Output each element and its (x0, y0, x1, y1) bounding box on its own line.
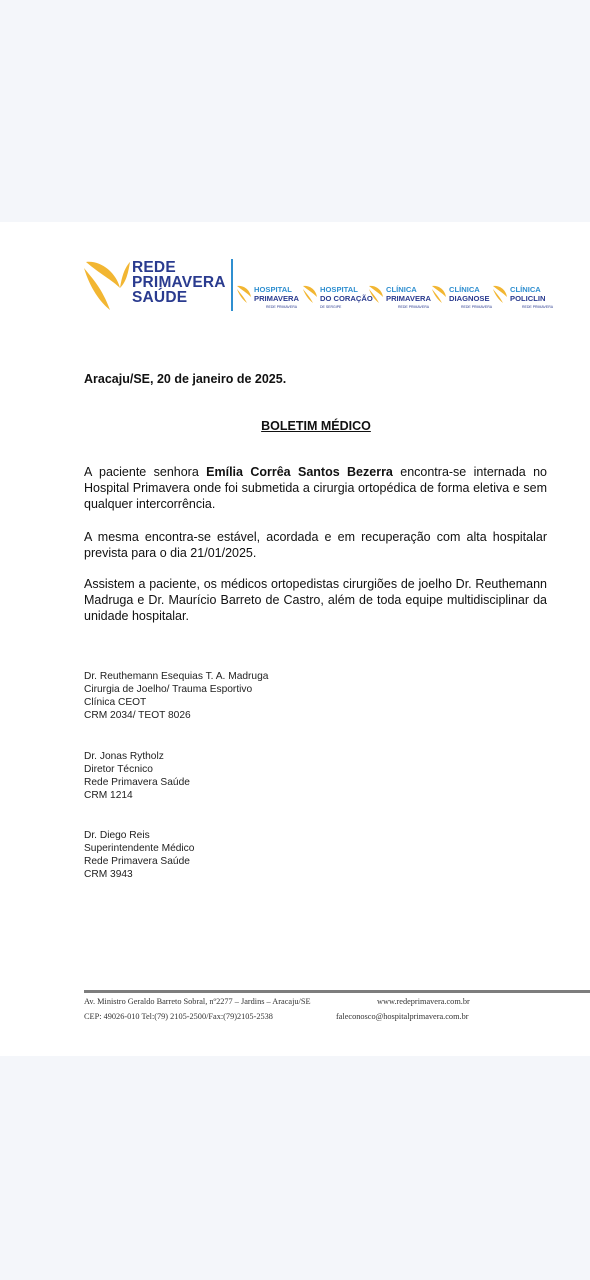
paragraph-physicians: Assistem a paciente, os médicos ortopedistas cirurgiões de joelho Dr. Reuthemann Madruga e Dr. Maurício Barreto de Castro, além de toda equipe multidisciplinar da unidade hospitalar. (84, 577, 547, 623)
signature-name: Dr. Reuthemann Esequias T. A. Madruga (84, 671, 269, 682)
signature-org: Rede Primavera Saúde (84, 777, 190, 788)
sub-logo-tagline: DE SERGIPE (320, 305, 342, 309)
footer-address: Av. Ministro Geraldo Barreto Sobral, nº2277 – Jardins – Aracaju/SE (84, 997, 311, 1006)
footer-divider (84, 990, 590, 993)
patient-name: Emília Corrêa Santos Bezerra (206, 465, 393, 479)
flower-logo-icon (431, 284, 449, 304)
sub-logo-line-1: HOSPITAL (254, 285, 292, 294)
footer-contact: CEP: 49026-010 Tel:(79) 2105-2500/Fax:(79)2105-2538 (84, 1012, 273, 1021)
document-page (0, 222, 590, 1056)
flower-logo-icon (368, 284, 386, 304)
logo-line-3: SAÚDE (132, 289, 188, 306)
sub-logo-line-1: CLÍNICA (449, 285, 480, 294)
paragraph-recovery: A mesma encontra-se estável, acordada e em recuperação com alta hospitalar prevista para o dia 21/01/2025. (84, 530, 547, 560)
sub-logo-line-2: DO CORAÇÃO (320, 293, 373, 303)
signature-org: Rede Primavera Saúde (84, 856, 190, 867)
sub-logo-line-1: CLÍNICA (510, 285, 541, 294)
logo-line-2: PRIMAVERA (132, 274, 226, 291)
sub-logo-line-1: CLÍNICA (386, 285, 417, 294)
hospital-primavera-logo (236, 284, 304, 312)
signature-block (84, 750, 190, 802)
signature-role: Superintendente Médico (84, 843, 195, 854)
flower-logo-icon (82, 258, 130, 312)
rede-primavera-logo (82, 258, 232, 312)
signature-role: Diretor Técnico (84, 764, 153, 775)
paragraph-text: encontra-se internada no Hospital Primavera onde foi submetida a cirurgia ortopédica de forma eletiva e sem qualquer intercorrência. (84, 465, 547, 511)
sub-logo-line-2: PRIMAVERA (254, 293, 300, 303)
flower-logo-icon (236, 284, 254, 304)
paragraph-text: A paciente senhora (84, 465, 207, 479)
signature-crm: CRM 1214 (84, 790, 133, 801)
clinica-primavera-logo (368, 284, 436, 312)
signature-name: Dr. Jonas Rytholz (84, 751, 164, 762)
logo-divider (231, 259, 233, 311)
document-date: Aracaju/SE, 20 de janeiro de 2025. (84, 372, 287, 386)
sub-logo-line-2: PRIMAVERA (386, 293, 432, 303)
signature-block (84, 829, 194, 881)
signature-block (84, 670, 268, 722)
hospital-do-coracao-logo (302, 284, 372, 312)
sub-logo-line-1: HOSPITAL (320, 285, 358, 294)
sub-logo-tagline: REDE PRIMAVERA (398, 305, 430, 309)
paragraph-patient-status (84, 464, 547, 512)
sub-logo-tagline: REDE PRIMAVERA (522, 305, 554, 309)
sub-logo-line-2: POLICLIN (510, 293, 546, 303)
clinica-policlin-logo (492, 284, 552, 312)
sub-logo-line-2: DIAGNOSE (449, 293, 490, 303)
flower-logo-icon (302, 284, 320, 304)
clinica-diagnose-logo (431, 284, 495, 312)
sub-logo-tagline: REDE PRIMAVERA (461, 305, 493, 309)
logo-line-1: REDE (132, 259, 176, 276)
footer-email: faleconosco@hospitalprimavera.com.br (336, 1012, 469, 1021)
signature-crm: CRM 2034/ TEOT 8026 (84, 710, 191, 721)
signature-role: Cirurgia de Joelho/ Trauma Esportivo (84, 684, 253, 695)
document-title: BOLETIM MÉDICO (261, 419, 371, 433)
signature-org: Clínica CEOT (84, 697, 147, 708)
sub-logo-tagline: REDE PRIMAVERA (266, 305, 298, 309)
signature-crm: CRM 3943 (84, 869, 133, 880)
signature-name: Dr. Diego Reis (84, 830, 150, 841)
flower-logo-icon (492, 284, 510, 304)
footer-website: www.redeprimavera.com.br (377, 997, 470, 1006)
